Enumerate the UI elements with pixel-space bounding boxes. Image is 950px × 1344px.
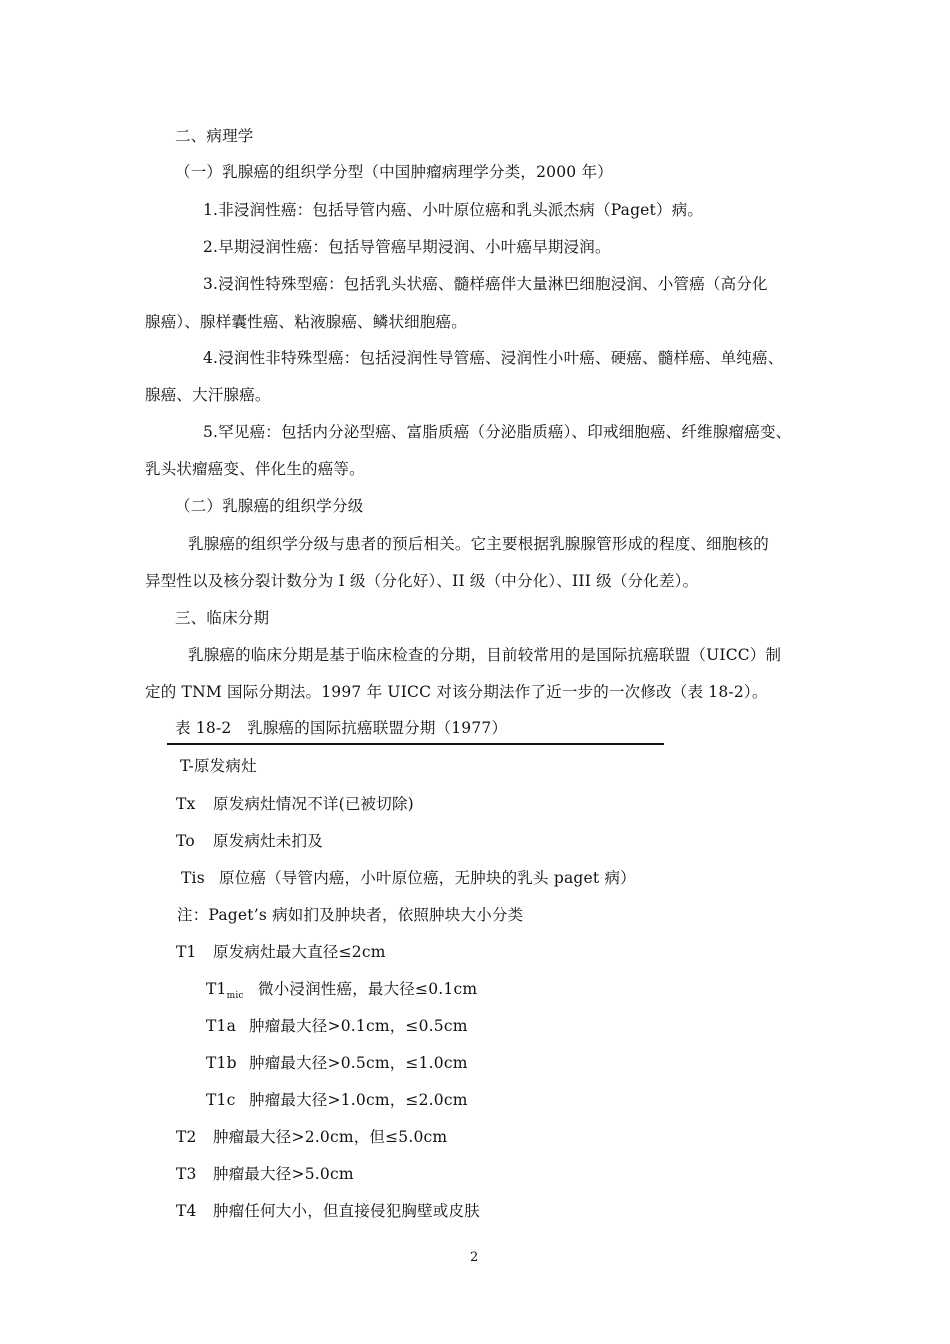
paragraph-grading-line2: 异型性以及核分裂计数分为 I 级（分化好）、II 级（中分化）、III 级（分化差）。 bbox=[145, 572, 699, 590]
page-number: 2 bbox=[470, 1250, 479, 1265]
paragraph-grading-line1: 乳腺癌的组织学分级与患者的预后相关。它主要根据乳腺腺管形成的程度、细胞核的 bbox=[188, 535, 769, 553]
row-desc: 肿瘤最大径>2.0cm，但≤5.0cm bbox=[213, 1128, 448, 1146]
table-row-tis bbox=[181, 868, 636, 888]
row-desc: 原发病灶最大直径≤2cm bbox=[213, 943, 386, 961]
table-row-tx bbox=[176, 794, 414, 814]
table-row-t1a bbox=[206, 1016, 468, 1036]
paragraph-staging-line2: 定的 TNM 国际分期法。1997 年 UICC 对该分期法作了近一步的一次修改（表 18-2）。 bbox=[145, 683, 768, 701]
row-code: Tis bbox=[181, 869, 205, 887]
row-code: T2 bbox=[176, 1128, 197, 1146]
row-code: T1c bbox=[206, 1091, 236, 1109]
section-heading-pathology: 二、病理学 bbox=[175, 127, 254, 145]
row-code: T4 bbox=[176, 1202, 197, 1220]
paragraph-item-1: 1.非浸润性癌：包括导管内癌、小叶原位癌和乳头派杰病（Paget）病。 bbox=[203, 201, 704, 219]
table-caption: 表 18-2 乳腺癌的国际抗癌联盟分期（1977） bbox=[175, 719, 508, 737]
section-heading-staging: 三、临床分期 bbox=[175, 609, 270, 627]
row-code bbox=[206, 979, 258, 1006]
paragraph-item-4-line1: 4.浸润性非特殊型癌：包括浸润性导管癌、浸润性小叶癌、硬癌、髓样癌、单纯癌、 bbox=[203, 349, 784, 367]
paragraph-staging-line1: 乳腺癌的临床分期是基于临床检查的分期，目前较常用的是国际抗癌联盟（UICC）制 bbox=[188, 646, 782, 664]
table-heading-t-primary: T-原发病灶 bbox=[180, 757, 257, 775]
row-desc: 原发病灶未扪及 bbox=[213, 832, 323, 850]
row-code: Tx bbox=[176, 795, 196, 813]
table-row-t1c bbox=[206, 1090, 468, 1110]
table-note: 注：Paget’s 病如扪及肿块者，依照肿块大小分类 bbox=[177, 906, 524, 924]
row-desc: 肿瘤最大径>1.0cm，≤2.0cm bbox=[249, 1091, 468, 1109]
row-code: T1a bbox=[206, 1017, 237, 1035]
paragraph-item-4-line2: 腺癌、大汗腺癌。 bbox=[145, 386, 271, 404]
subsection-heading-grading: （二）乳腺癌的组织学分级 bbox=[175, 497, 364, 515]
paragraph-item-5-line1: 5.罕见癌：包括内分泌型癌、富脂质癌（分泌脂质癌）、印戒细胞癌、纤维腺瘤癌变、 bbox=[203, 423, 792, 441]
subsection-heading-classification: （一）乳腺癌的组织学分型（中国肿瘤病理学分类，2000 年） bbox=[175, 163, 613, 181]
table-row-t1mic bbox=[206, 979, 477, 1006]
row-code: T1 bbox=[176, 943, 197, 961]
row-code-subscript: mic bbox=[226, 991, 244, 1001]
paragraph-item-2: 2.早期浸润性癌：包括导管癌早期浸润、小叶癌早期浸润。 bbox=[203, 238, 611, 256]
row-code: To bbox=[176, 832, 195, 850]
paragraph-item-3-line2: 腺癌）、腺样囊性癌、粘液腺癌、鳞状细胞癌。 bbox=[145, 313, 467, 331]
row-desc: 肿瘤最大径>0.5cm，≤1.0cm bbox=[249, 1054, 468, 1072]
table-row-t3 bbox=[176, 1164, 354, 1184]
table-row-t2 bbox=[176, 1127, 447, 1147]
row-desc: 原位癌（导管内癌，小叶原位癌，无肿块的乳头 paget 病） bbox=[219, 869, 636, 887]
table-row-t4 bbox=[176, 1201, 480, 1221]
paragraph-item-5-line2: 乳头状瘤癌变、伴化生的癌等。 bbox=[145, 460, 365, 478]
row-code-main: T1 bbox=[206, 980, 227, 998]
row-desc: 肿瘤任何大小，但直接侵犯胸壁或皮肤 bbox=[213, 1202, 480, 1220]
table-top-rule bbox=[167, 743, 664, 745]
row-code: T3 bbox=[176, 1165, 197, 1183]
table-row-t1 bbox=[176, 942, 386, 962]
table-row-t1b bbox=[206, 1053, 468, 1073]
row-desc: 原发病灶情况不详(已被切除) bbox=[213, 795, 414, 813]
table-row-to bbox=[176, 831, 323, 851]
paragraph-item-3-line1: 3.浸润性特殊型癌：包括乳头状癌、髓样癌伴大量淋巴细胞浸润、小管癌（高分化 bbox=[203, 275, 768, 293]
row-desc: 微小浸润性癌，最大径≤0.1cm bbox=[258, 980, 478, 998]
row-desc: 肿瘤最大径>5.0cm bbox=[213, 1165, 354, 1183]
row-code: T1b bbox=[206, 1054, 237, 1072]
row-desc: 肿瘤最大径>0.1cm，≤0.5cm bbox=[249, 1017, 468, 1035]
